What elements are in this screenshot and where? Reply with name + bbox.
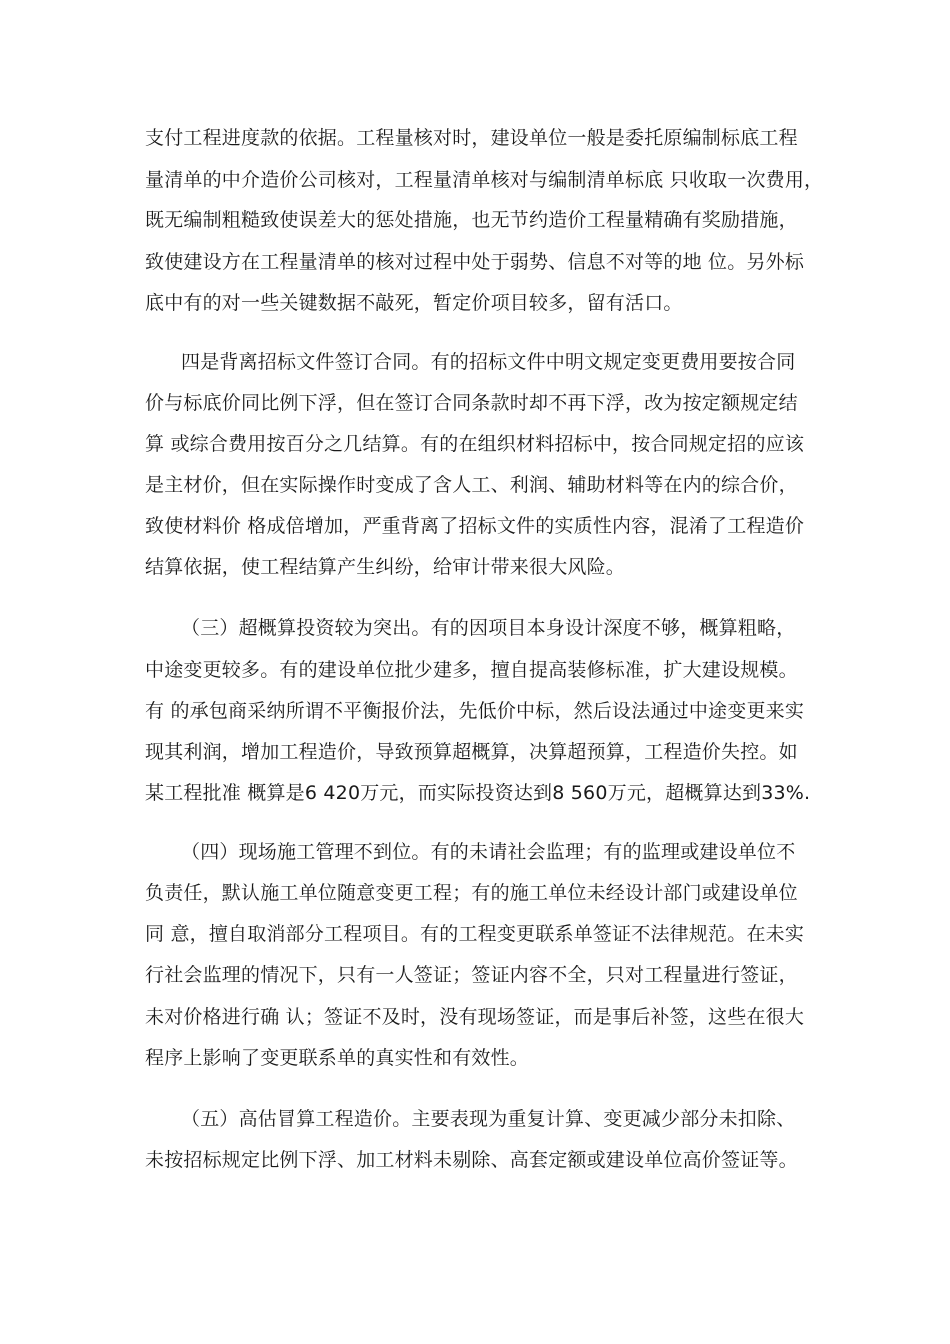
text-line: 量清单的中介造价公司核对，工程量清单核对与编制清单标底 只收取一次费用， [145,169,824,191]
text-line: 未对价格进行确 认；签证不及时，没有现场签证，而是事后补签，这些在很大 [145,1006,805,1028]
text-line: 现其利润，增加工程造价，导致预算超概算，决算超预算，工程造价失控。如 [145,741,798,763]
text-line: 既无编制粗糙致使误差大的惩处措施，也无节约造价工程量精确有奖励措施， [145,209,798,231]
text-line: 支付工程进度款的依据。工程量核对时，建设单位一般是委托原编制标底工程 [145,127,798,149]
text-line: 是主材价，但在实际操作时变成了含人工、利润、辅助材料等在内的综合价， [145,474,798,496]
text-line: （三）超概算投资较为突出。有的因项目本身设计深度不够，概算粗略， [181,617,796,639]
text-line: 程序上影响了变更联系单的真实性和有效性。 [145,1047,530,1069]
text-line: 行社会监理的情况下，只有一人签证；签证内容不全，只对工程量进行签证， [145,964,798,986]
text-line: 中途变更较多。有的建设单位批少建多，擅自提高装修标准，扩大建设规模。 [145,659,798,681]
text-line: 四是背离招标文件签订合同。有的招标文件中明文规定变更费用要按合同 [181,351,796,373]
text-line: 致使建设方在工程量清单的核对过程中处于弱势、信息不对等的地 位。另外标 [145,251,805,273]
text-line: 价与标底价同比例下浮，但在签订合同条款时却不再下浮，改为按定额规定结 [145,392,798,414]
text-line: （五）高估冒算工程造价。主要表现为重复计算、变更减少部分未扣除、 [181,1108,796,1130]
text-line: 未按招标规定比例下浮、加工材料未剔除、高套定额或建设单位高价签证等。 [145,1149,798,1171]
text-line: 底中有的对一些关键数据不敲死，暂定价项目较多，留有活口。 [145,292,683,314]
text-line: 算 或综合费用按百分之几结算。有的在组织材料招标中，按合同规定招的应该 [145,433,805,455]
text-line: （四）现场施工管理不到位。有的未请社会监理；有的监理或建设单位不 [181,841,796,863]
text-line: 某工程批准 概算是6 420万元，而实际投资达到8 560万元，超概算达到33%. [145,782,811,804]
text-line: 结算依据，使工程结算产生纠纷，给审计带来很大风险。 [145,556,626,578]
text-line: 致使材料价 格成倍增加，严重背离了招标文件的实质性内容，混淆了工程造价 [145,515,805,537]
text-line: 有 的承包商采纳所谓不平衡报价法，先低价中标，然后设法通过中途变更来实 [145,700,805,722]
text-line: 同 意，擅自取消部分工程项目。有的工程变更联系单签证不法律规范。在未实 [145,923,805,945]
text-line: 负责任，默认施工单位随意变更工程；有的施工单位未经设计部门或建设单位 [145,882,798,904]
